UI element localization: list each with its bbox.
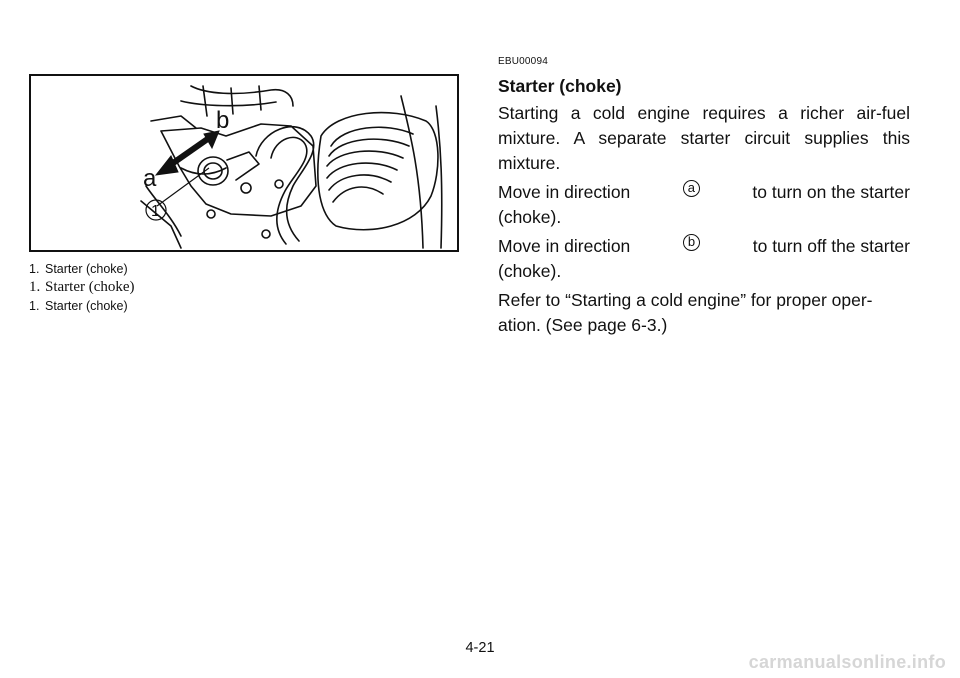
intro-paragraph: Starting a cold engine requires a richer air-fuel mixture. A separate starter circuit supplies this mixture.: [498, 103, 910, 173]
direction-a-text: to turn on the starter: [752, 182, 910, 202]
move-prefix-a: Move in direction: [498, 182, 631, 202]
caption-text: Starter (choke): [45, 299, 128, 313]
callout-a-label: a: [143, 165, 157, 192]
page-number: 4-21: [465, 640, 495, 656]
callout-b-label: b: [216, 107, 230, 134]
refer-paragraph: Refer to “Starting a cold engine” for proper oper- ation. (See page 6-3.): [498, 290, 873, 335]
direction-b-end: (choke).: [498, 261, 562, 281]
engine-line-drawing: [31, 76, 457, 250]
caption-text: Starter (choke): [45, 279, 135, 295]
right-text-column: [498, 56, 910, 342]
direction-b-line: [498, 234, 910, 259]
section-title: Starter (choke): [498, 76, 622, 96]
direction-a-end: (choke).: [498, 207, 562, 227]
caption-number: 1.: [29, 299, 40, 313]
watermark: carmanualsonline.info: [748, 652, 946, 672]
figure-caption-3: [29, 299, 128, 313]
figure-caption-2: [29, 279, 135, 296]
section-code: EBU00094: [498, 56, 548, 67]
move-prefix-b: Move in direction: [498, 236, 631, 256]
caption-text: Starter (choke): [45, 262, 128, 276]
direction-b-text: to turn off the starter: [752, 236, 910, 256]
starter-choke-illustration: [29, 74, 459, 252]
callout-1-label: 1: [151, 203, 160, 220]
caption-number: 1.: [29, 279, 41, 295]
figure-caption-1: [29, 262, 128, 276]
direction-b-marker: b: [683, 234, 700, 251]
caption-number: 1.: [29, 262, 40, 276]
direction-a-line: [498, 180, 910, 205]
direction-a-marker: a: [683, 180, 700, 197]
